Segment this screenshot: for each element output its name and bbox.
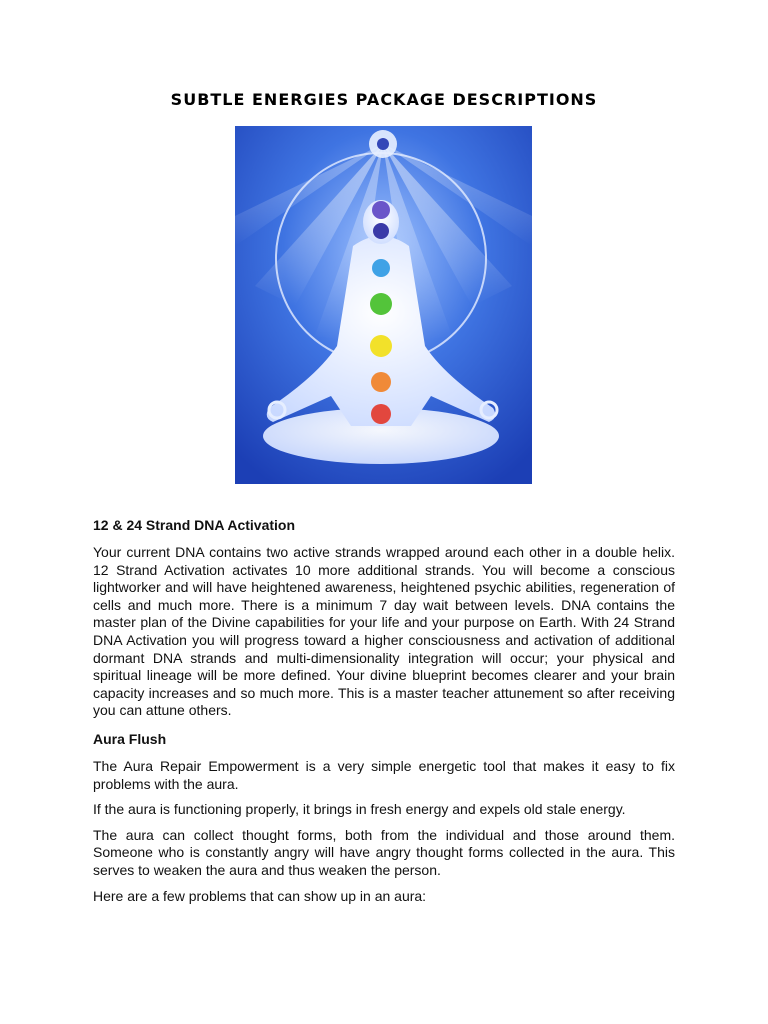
aura-flush-paragraph-1: The Aura Repair Empowerment is a very simple energetic tool that makes it easy to fix problems with the aura.: [93, 757, 675, 792]
document-title: SUBTLE ENERGIES PACKAGE DESCRIPTIONS: [170, 90, 598, 109]
meditation-illustration: [235, 126, 532, 484]
dna-activation-paragraph: Your current DNA contains two active strands wrapped around each other in a double helix. 12 Strand Activation activates 10 more additional strands. You will become a conscious lightworker and will have heightened awareness, heightened psychic abilities, regeneration of cells and much more. There is a minimum 7 day wait between levels. DNA contains the master plan of the Divine capabilities for your life and your purpose on Earth. With 24 Strand DNA Activation you will progress toward a higher consciousness and activation of additional dormant DNA strands and multi-dimensionality integration will occur; your physical and spiritual lineage will be more defined. Your divine blueprint becomes clearer and your brain capacity increases and so much more. This is a master teacher attunement so after receiving you can attune others.: [93, 544, 675, 719]
chakra-sacral-icon: [371, 372, 391, 392]
aura-flush-paragraph-4: Here are a few problems that can show up in an aura:: [93, 887, 427, 904]
chakra-third-eye-icon: [373, 223, 389, 239]
chakra-crown-icon: [372, 201, 390, 219]
section-heading-aura-flush: Aura Flush: [93, 730, 167, 747]
section-heading-dna-activation: 12 & 24 Strand DNA Activation: [93, 517, 296, 533]
chakra-heart-icon: [370, 293, 392, 315]
document-body: [93, 517, 675, 913]
chakra-solar-plexus-icon: [370, 335, 392, 357]
chakra-root-icon: [371, 404, 391, 424]
aura-flush-paragraph-3: The aura can collect thought forms, both from the individual and those around them. Someone who is constantly angry will have angry thought forms collected in the aura. This serves to weaken the aura and thus weaken the person.: [93, 826, 675, 878]
aura-flush-paragraph-2: If the aura is functioning properly, it brings in fresh energy and expels old stale energy.: [93, 801, 626, 818]
chakra-throat-icon: [372, 259, 390, 277]
chakra-figure-image: [235, 126, 532, 484]
